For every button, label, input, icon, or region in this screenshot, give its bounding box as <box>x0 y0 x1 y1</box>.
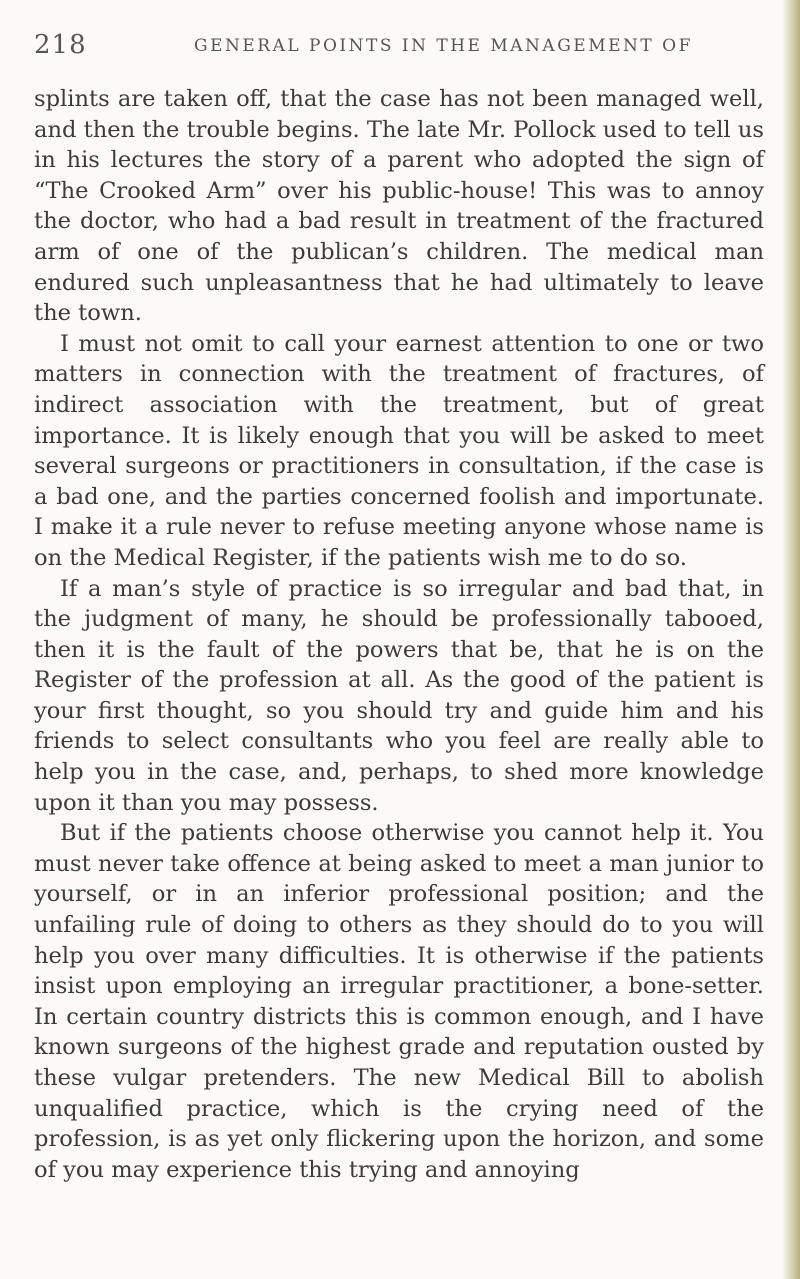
running-head: GENERAL POINTS IN THE MANAGEMENT OF <box>194 36 693 56</box>
page-number: 218 <box>34 30 87 60</box>
paragraph: If a man’s style of practice is so irregular and bad that, in the judgment of many, he should be professionally tabooed, then it is the fault of the powers that be, that he is on the Register of the profession at all. As the good of the patient is your first thought, so you should try and guide him and his friends to select consultants who you feel are really able to help you in the case, and, perhaps, to shed more knowledge upon it than you may possess. <box>34 575 764 816</box>
body-text <box>34 84 764 1185</box>
book-page <box>34 30 764 1185</box>
page-header <box>34 30 764 70</box>
paragraph: splints are taken off, that the case has not been managed well, and then the trouble begins. The late Mr. Pollock used to tell us in his lectures the story of a parent who adopted the sign of “The Crooked Arm” over his public-house! This was to annoy the doctor, who had a bad result in treatment of the fractured arm of one of the publican’s children. The medical man endured such unpleasantness that he had ultimately to leave the town. <box>34 86 764 327</box>
paragraph: I must not omit to call your earnest attention to one or two matters in connection with the treatment of fractures, of indirect association with the treatment, but of great importance. It is likely enough that you will be asked to meet several surgeons or practitioners in consultation, if the case is a bad one, and the parties concerned foolish and importunate. I make it a rule never to refuse meeting anyone whose name is on the Medical Register, if the patients wish me to do so. <box>34 330 764 571</box>
page-edge <box>782 0 800 1279</box>
paragraph: But if the patients choose otherwise you cannot help it. You must never take offence at being asked to meet a man junior to yourself, or in an inferior professional position; and the unfailing rule of doing to others as they should do to you will help you over many difficulties. It is otherwise if the patients insist upon employing an irregular practitioner, a bone-setter. In certain country districts this is common enough, and I have known surgeons of the highest grade and reputation ousted by these vulgar pretenders. The new Medical Bill to abolish unqualified practice, which is the crying need of the profession, is as yet only flickering upon the horizon, and some of you may experience this trying and annoying <box>34 820 764 1183</box>
